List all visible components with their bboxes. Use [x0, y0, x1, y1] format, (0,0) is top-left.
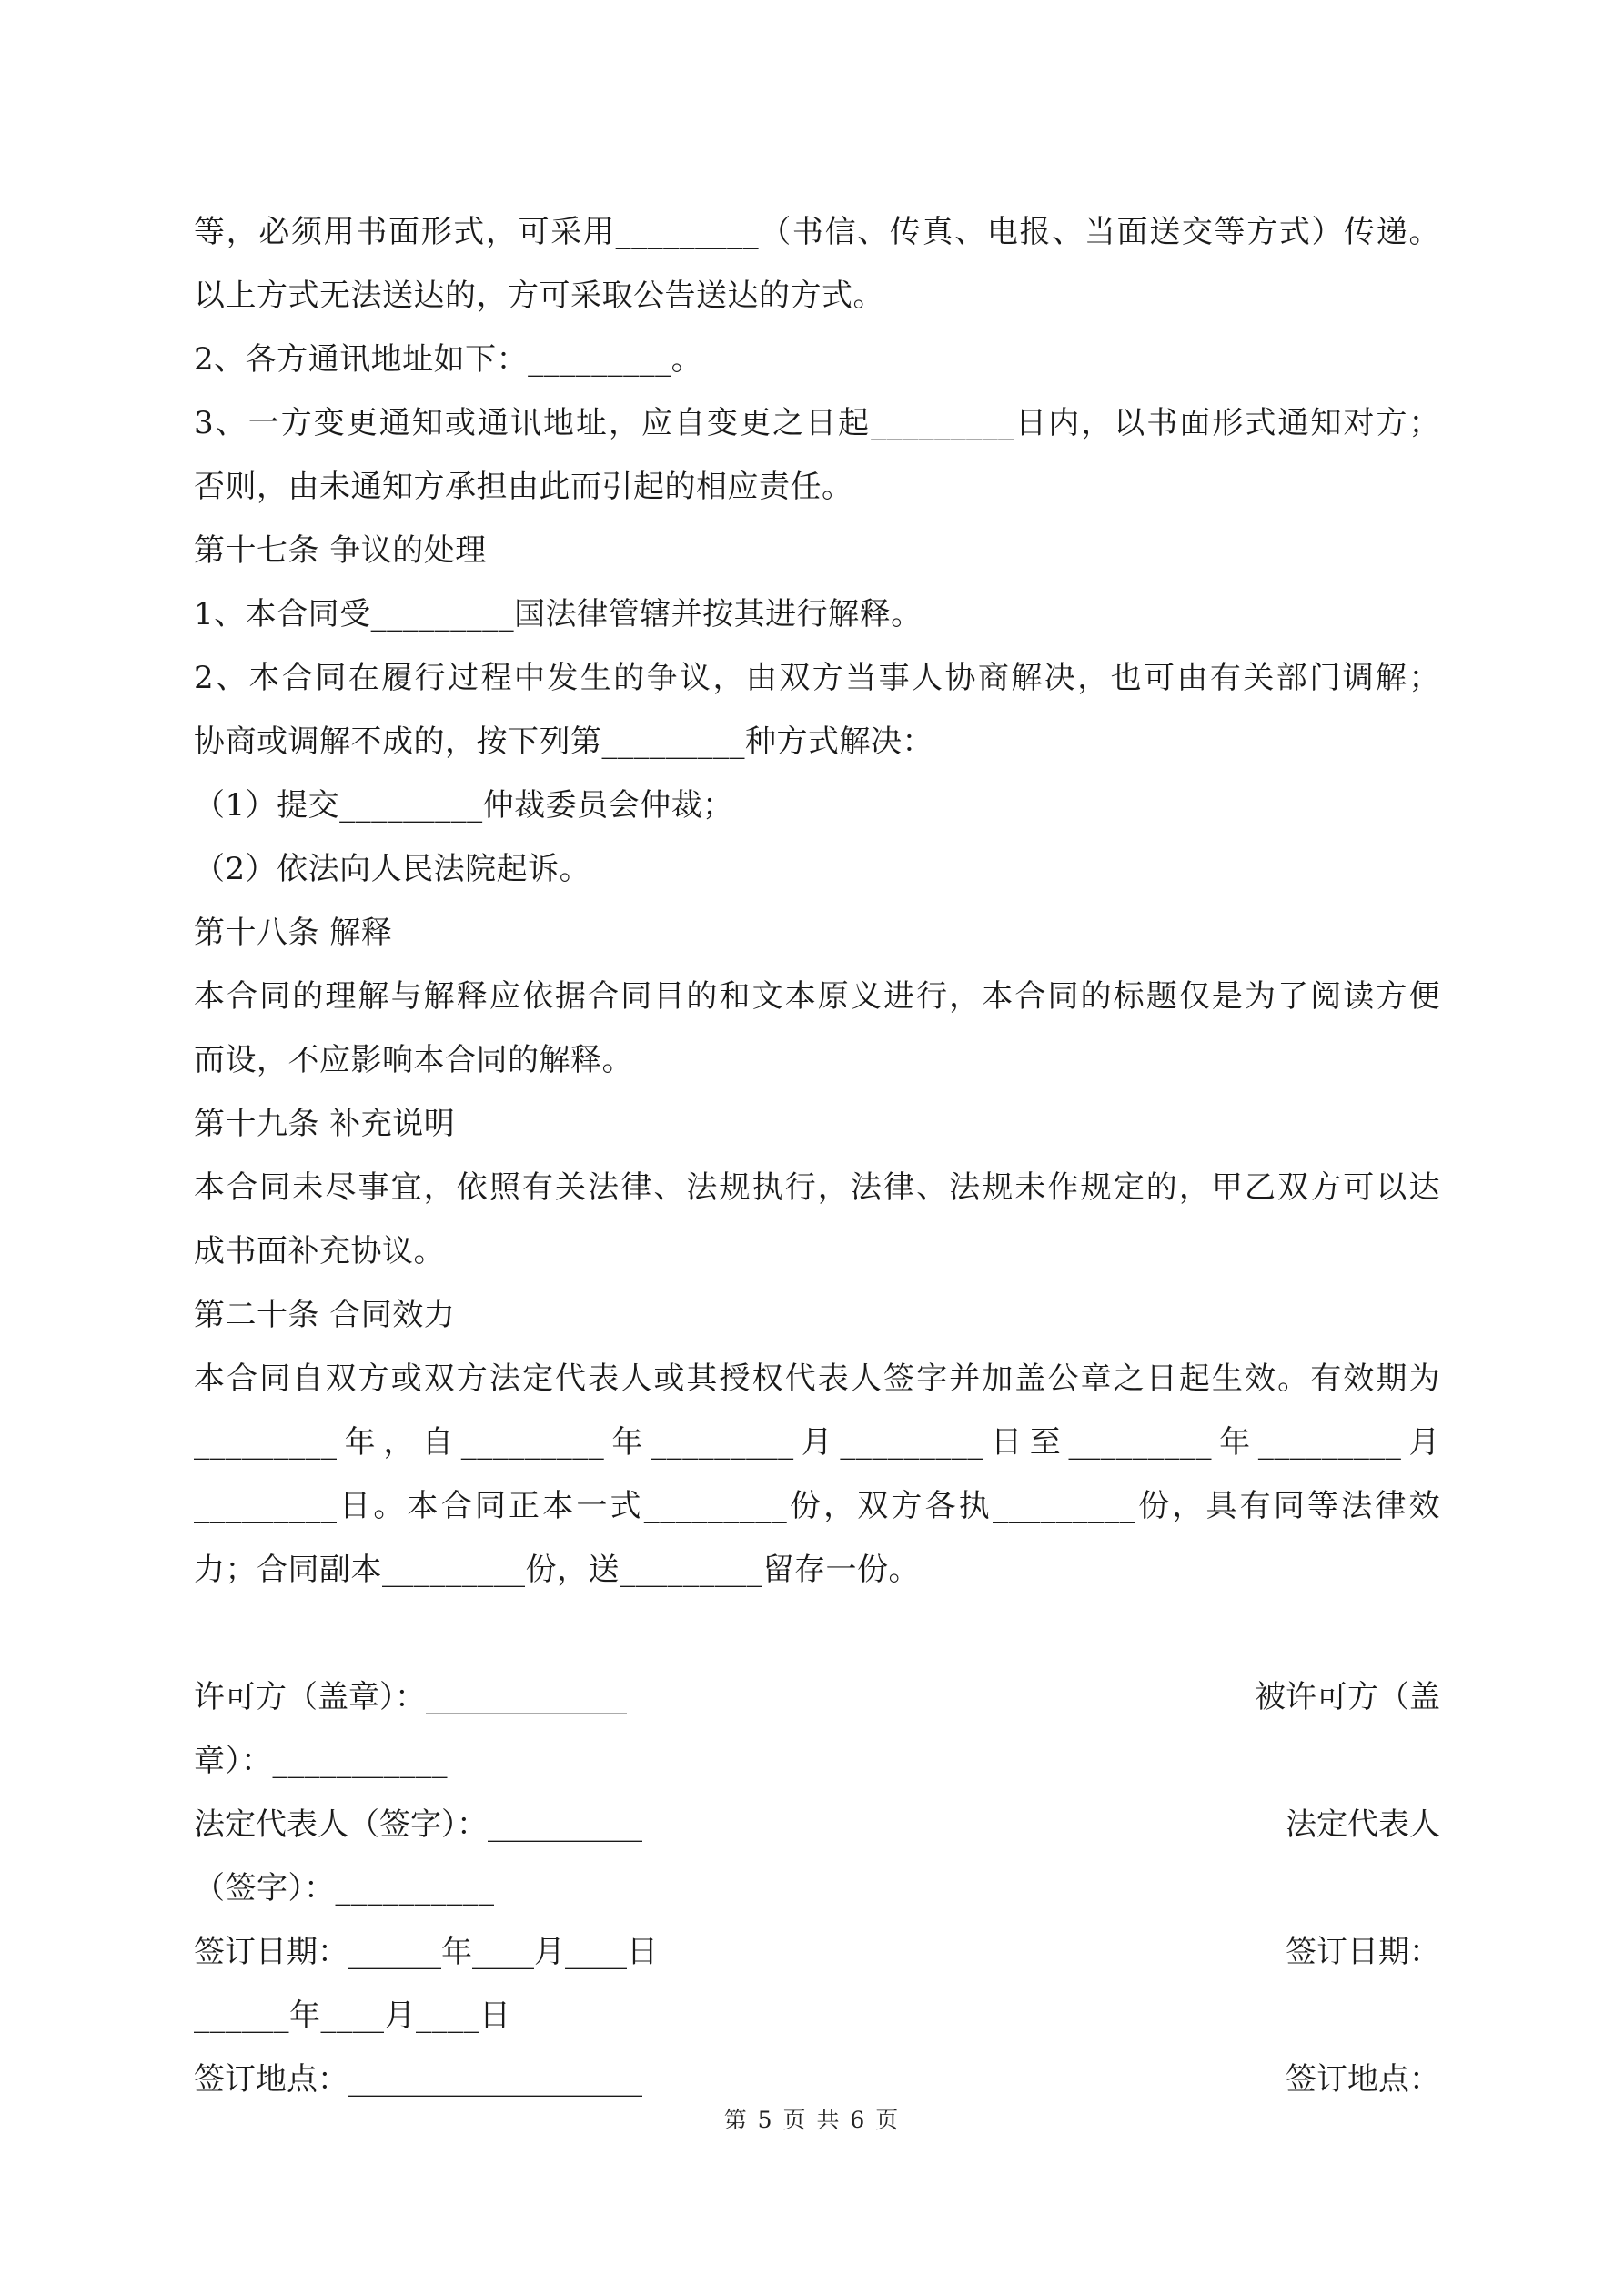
- section-heading: 第十九条 补充说明: [194, 1106, 456, 1142]
- spacer: [194, 1602, 1440, 1665]
- licensor-rep-field: 法定代表人（签字）：__________: [194, 1806, 642, 1843]
- licensee-rep-continued: （签字）：__________: [194, 1870, 495, 1907]
- body-line: （1）提交_________仲裁委员会仲裁；: [194, 787, 734, 824]
- licensee-place-field: 签订地点：: [1286, 2061, 1440, 2098]
- licensee-date-field: 签订日期：: [1286, 1934, 1440, 1970]
- body-line: _________年，自_________年_________月_________日至_________年_________月: [194, 1424, 1440, 1461]
- licensee-seal-field: 被许可方（盖: [1255, 1679, 1440, 1715]
- body-line: 2、各方通讯地址如下：_________。: [194, 341, 703, 378]
- body-line: 等，必须用书面形式，可采用_________（书信、传真、电报、当面送交等方式）传递。: [194, 214, 1440, 250]
- section-heading: 第十八条 解释: [194, 915, 393, 951]
- licensee-seal-continued: 章）：___________: [194, 1743, 448, 1779]
- body-line: （2）依法向人民法院起诉。: [194, 851, 591, 887]
- document-body: [194, 200, 1440, 2111]
- page-footer: 第 5 页 共 6 页: [723, 2107, 901, 2133]
- body-line: 本合同的理解与解释应依据合同目的和文本原义进行，本合同的标题仅是为了阅读方便: [194, 978, 1440, 1015]
- body-line: 2、本合同在履行过程中发生的争议，由双方当事人协商解决，也可由有关部门调解；: [194, 660, 1440, 696]
- body-line: 成书面补充协议。: [194, 1233, 445, 1269]
- licensee-rep-field: 法定代表人: [1286, 1806, 1440, 1843]
- body-line: 协商或调解不成的，按下列第_________种方式解决：: [194, 723, 933, 760]
- signature-row-rep: [194, 1793, 1440, 1856]
- body-line: _________日。本合同正本一式_________份，双方各执_________份，具有同等法律效: [194, 1488, 1440, 1524]
- body-line: 本合同自双方或双方法定代表人或其授权代表人签字并加盖公章之日起生效。有效期为: [194, 1360, 1440, 1397]
- section-heading: 第十七条 争议的处理: [194, 532, 487, 569]
- body-line: 否则，由未通知方承担由此而引起的相应责任。: [194, 469, 853, 505]
- licensor-place-field: 签订地点：___________________: [194, 2061, 642, 2098]
- body-line: 1、本合同受_________国法律管辖并按其进行解释。: [194, 596, 923, 632]
- signature-row-seal: [194, 1665, 1440, 1729]
- section-heading: 第二十条 合同效力: [194, 1297, 456, 1333]
- licensee-date-continued: ______年____月____日: [194, 1998, 511, 2034]
- body-line: 而设，不应影响本合同的解释。: [194, 1042, 633, 1078]
- signature-row-date: [194, 1920, 1440, 1984]
- body-line: 3、一方变更通知或通讯地址，应自变更之日起_________日内，以书面形式通知对方；: [194, 405, 1440, 441]
- body-line: 以上方式无法送达的，方可采取公告送达的方式。: [194, 278, 884, 314]
- body-line: 力；合同副本_________份，送_________留存一份。: [194, 1552, 920, 1588]
- licensor-date-field: 签订日期：______年____月____日: [194, 1934, 658, 1970]
- licensor-seal-field: 许可方（盖章）：_____________: [194, 1679, 627, 1715]
- body-line: 本合同未尽事宜，依照有关法律、法规执行，法律、法规未作规定的，甲乙双方可以达: [194, 1169, 1440, 1206]
